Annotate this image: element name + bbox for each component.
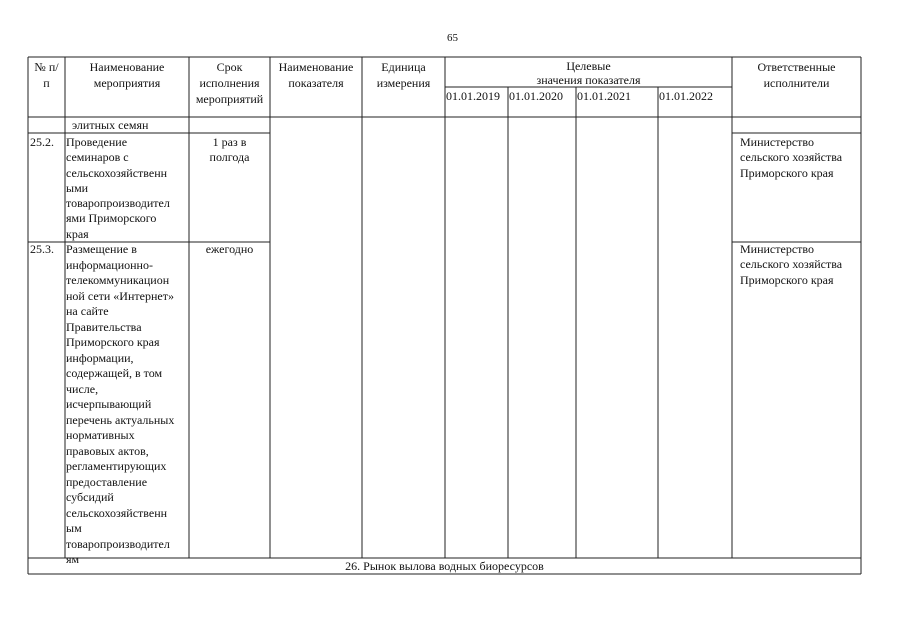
row-name-line: содержащей, в том [66,366,163,380]
header-year-2019: 01.01.2019 [446,89,500,103]
header-indicator-line: показателя [288,76,344,90]
row-term-line: ежегодно [205,242,254,256]
header-target-line: Целевые [566,59,611,73]
row-executor [740,135,842,181]
row-executor-line: Приморского края [740,272,834,287]
row-name-line: сельскохозяйственн [66,505,168,520]
header-num-line: № п/ [34,60,59,74]
row-executor-line: сельского хозяйства [740,150,843,165]
header-unit-line: измерения [376,76,431,90]
row-executor-line: Приморского края [740,165,834,180]
header-num [28,59,65,91]
row-executor-line: Министерство [740,242,814,256]
header-target [445,59,732,87]
header-term-line: Срок [216,60,243,74]
row-term-line: 1 раз в [212,135,247,149]
header-executor-line: исполнители [763,76,830,90]
row-name-line: информации, [66,350,134,365]
header-term-line: исполнения [199,76,260,90]
section-title: 26. Рынок вылова водных биоресурсов [345,559,544,573]
row-name [66,242,174,568]
row-name-line: информационно- [66,257,153,272]
continuation-text: элитных семян [72,118,149,132]
header-unit-line: Единица [381,60,426,74]
row-name-line: товаропроизводител [66,196,170,211]
row-name-line: семинаров с [66,150,129,165]
row-name-line: числе, [66,381,99,396]
header-year-2020: 01.01.2020 [509,89,563,103]
row-name-line: субсидий [66,490,114,504]
row-name-line: сельскохозяйственн [66,165,168,180]
row-term-line: полгода [209,150,250,165]
row-name-line: Правительства [66,319,142,334]
row-num: 25.3. [30,242,54,256]
header-executor-line: Ответственные [757,60,836,74]
header-indicator [270,59,362,91]
row-term [189,135,270,166]
row-name-line: ям [66,552,80,566]
row-name [66,135,170,242]
header-year-2021: 01.01.2021 [577,89,631,103]
row-name-line: на сайте [66,304,109,318]
header-name-line: Наименование [89,60,165,74]
row-name-line: товаропроизводител [66,536,170,551]
row-name-line: ной сети «Интернет» [66,288,174,303]
row-name-line: регламентирующих [66,459,167,473]
page-number: 65 [447,32,458,44]
header-term-line: мероприятий [195,92,264,106]
header-target-line: значения показателя [536,73,641,87]
row-name-line: края [66,226,89,241]
header-unit [362,59,445,91]
row-term [189,242,270,257]
row-name-line: нормативных [66,428,135,442]
row-name-line: Размещение в [66,242,137,256]
row-executor-line: Министерство [740,135,814,149]
row-name-line: ым [66,521,82,535]
row-name-line: телекоммуникацион [66,273,170,287]
header-executor [732,59,861,91]
row-name-line: перечень актуальных [66,412,175,427]
row-num: 25.2. [30,135,54,149]
row-name-line: ями Приморского [66,211,157,226]
header-indicator-line: Наименование [278,60,354,74]
row-name-line: Приморского края [66,335,160,349]
row-name-line: ыми [66,180,89,195]
header-name [65,59,189,91]
header-term [189,59,270,107]
row-name-line: исчерпывающий [66,397,152,411]
header-year-2022: 01.01.2022 [659,89,713,103]
header-name-line: мероприятия [93,76,161,90]
row-executor-line: сельского хозяйства [740,257,843,272]
row-executor [740,242,842,288]
row-name-line: правовых актов, [66,443,149,458]
row-name-line: предоставление [66,474,148,489]
header-num-line: п [43,76,50,90]
row-name-line: Проведение [66,135,128,149]
